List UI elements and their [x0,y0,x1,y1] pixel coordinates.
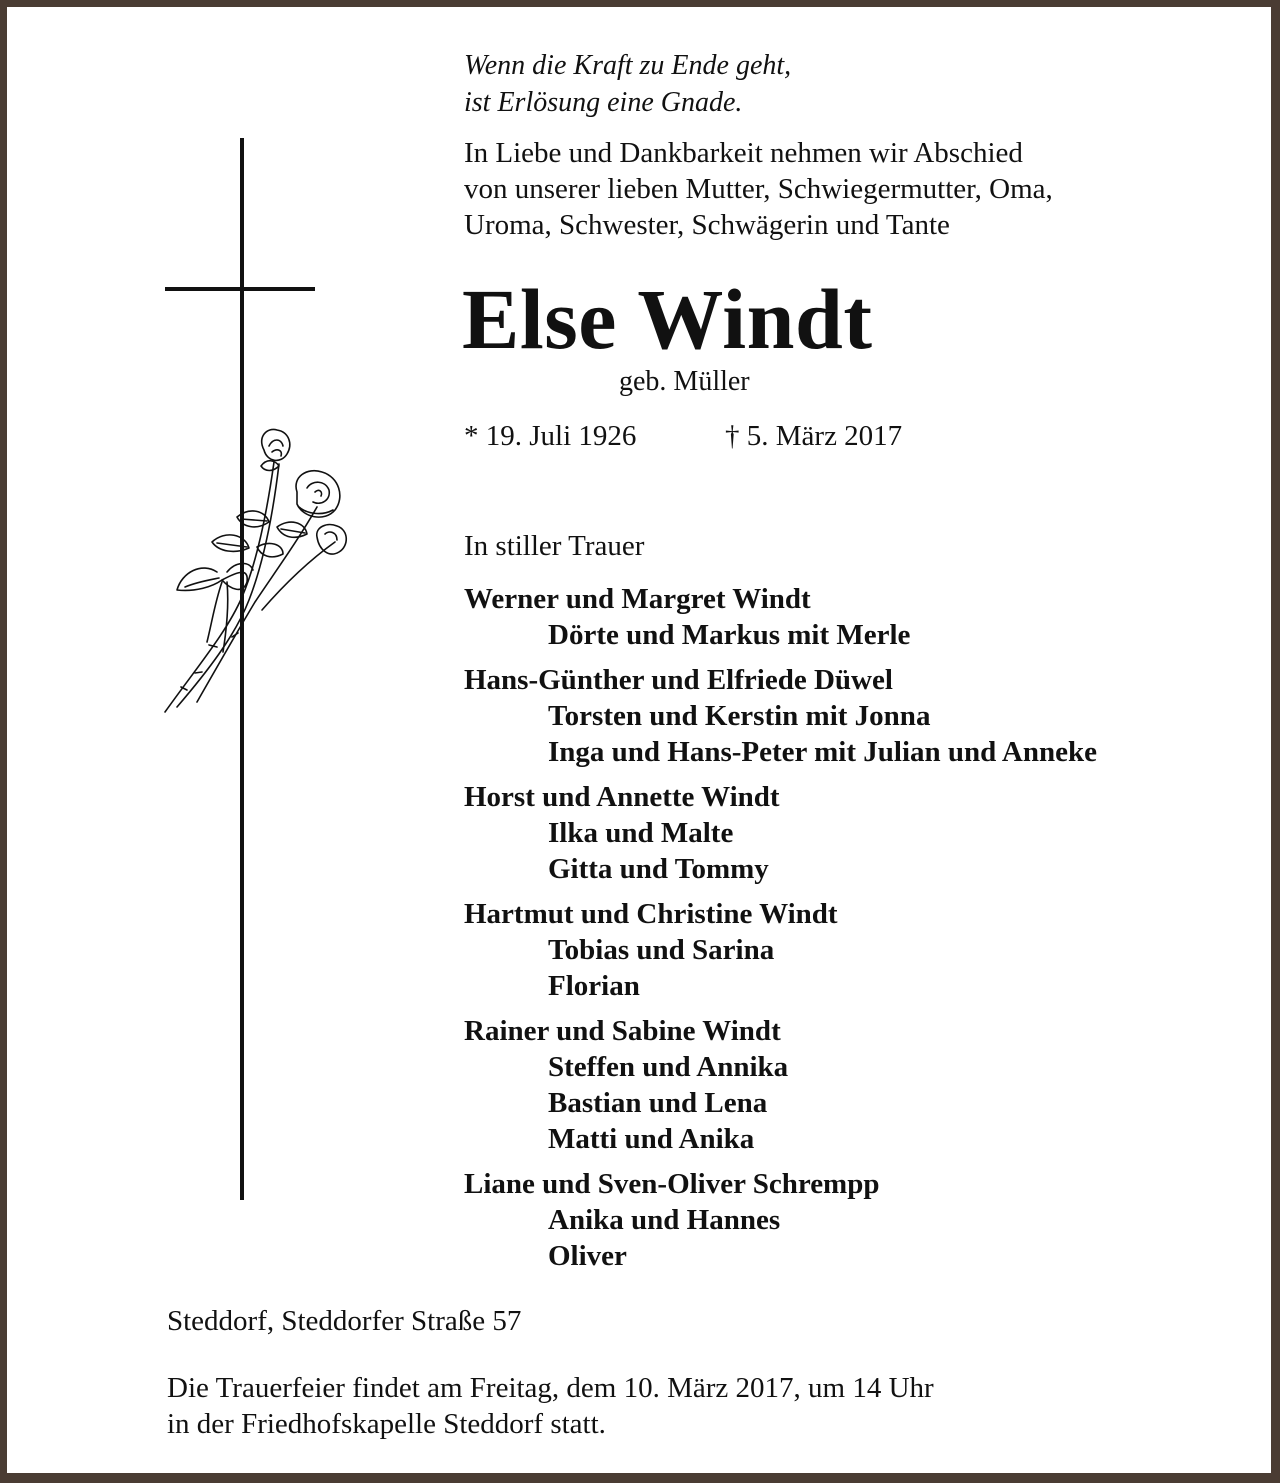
family-child: Ilka und Malte [548,817,734,849]
family-child: Oliver [548,1240,627,1272]
family-child: Tobias und Sarina [548,934,775,966]
family-child: Bastian und Lena [548,1087,768,1119]
family-child: Gitta und Tommy [548,853,769,885]
motto-line-2: ist Erlösung eine Gnade. [464,87,743,118]
family-group [464,896,1097,1004]
service-line-2: in der Friedhofskapelle Steddorf statt. [167,1408,606,1440]
family-child: Anika und Hannes [548,1204,781,1236]
family-child: Dörte und Markus mit Merle [548,619,911,651]
family-lead: Hartmut und Christine Windt [464,898,838,930]
death-date: † 5. März 2017 [725,420,903,452]
birth-name: geb. Müller [619,366,750,397]
family-group [464,779,1097,887]
family-group [464,1166,1097,1274]
birth-date: * 19. Juli 1926 [464,420,637,452]
family-group [464,662,1097,770]
address: Steddorf, Steddorfer Straße 57 [167,1305,522,1337]
roses-illustration-icon [157,422,357,717]
family-lead: Horst und Annette Windt [464,781,780,813]
family-group [464,581,1097,653]
motto-line-1: Wenn die Kraft zu Ende geht, [464,50,792,81]
intro-line-2: von unserer lieben Mutter, Schwiegermutter, Oma, [464,173,1053,205]
family-child: Torsten und Kerstin mit Jonna [548,700,931,732]
mourning-label: In stiller Trauer [464,530,645,562]
intro-text [464,135,1053,243]
family-child: Florian [548,970,640,1002]
service-line-1: Die Trauerfeier findet am Freitag, dem 10. März 2017, um 14 Uhr [167,1372,934,1404]
deceased-name: Else Windt [462,271,873,367]
mourners-list [464,581,1097,1283]
cross-icon-horizontal-bar [165,287,315,291]
family-child: Inga und Hans-Peter mit Julian und Anneke [548,736,1097,768]
family-child: Matti und Anika [548,1123,755,1155]
intro-line-3: Uroma, Schwester, Schwägerin und Tante [464,209,950,241]
family-lead: Rainer und Sabine Windt [464,1015,781,1047]
intro-line-1: In Liebe und Dankbarkeit nehmen wir Abschied [464,137,1023,169]
family-lead: Werner und Margret Windt [464,583,811,615]
funeral-service-info [167,1370,934,1442]
family-group [464,1013,1097,1157]
family-lead: Liane und Sven-Oliver Schrempp [464,1168,880,1200]
family-child: Steffen und Annika [548,1051,789,1083]
motto [464,47,791,121]
family-lead: Hans-Günther und Elfriede Düwel [464,664,893,696]
